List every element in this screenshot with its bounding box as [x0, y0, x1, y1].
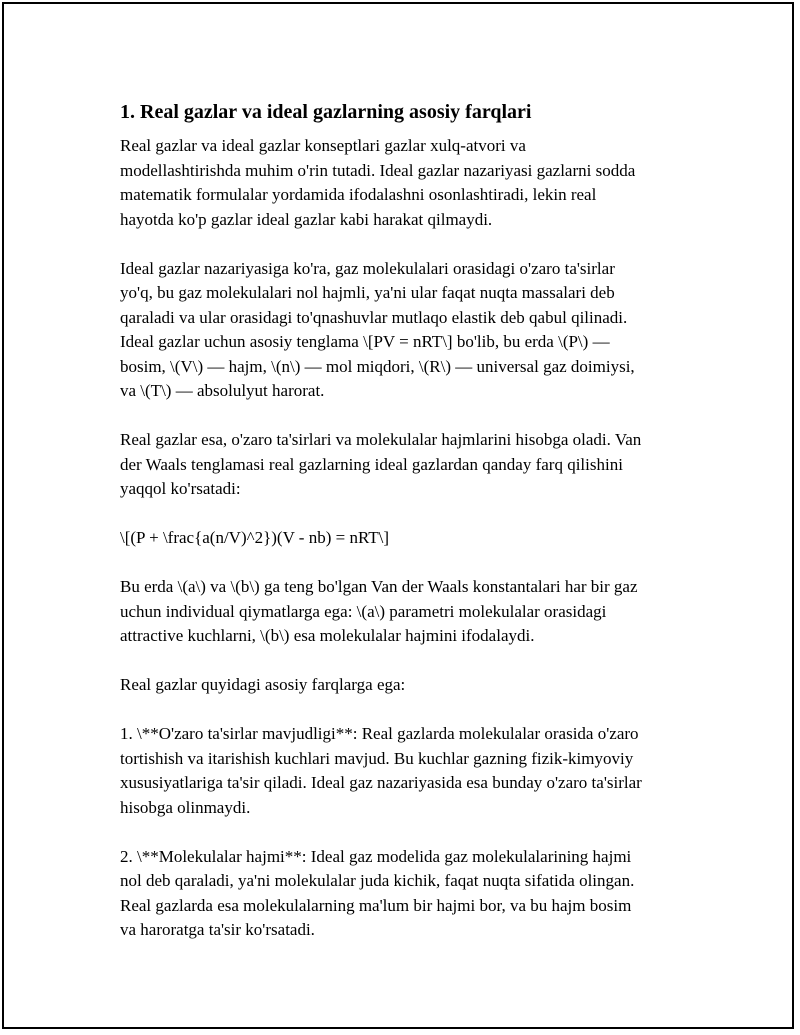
text-line: hisobga olinmaydi. [120, 797, 251, 817]
section-heading: 1. Real gazlar va ideal gazlarning asosiy farqlari [120, 101, 532, 123]
paragraph-constants [120, 575, 700, 649]
text-line: hayotda ko'p gazlar ideal gazlar kabi harakat qilmaydi. [120, 209, 493, 229]
text-line: modellashtirishda muhim o'rin tutadi. Ideal gazlar nazariyasi gazlarni sodda [120, 160, 636, 180]
text-line: nol deb qaraladi, ya'ni molekulalar juda kichik, faqat nuqta sifatida olingan. [120, 871, 635, 890]
text-line: va haroratga ta'sir ko'rsatadi. [120, 920, 315, 939]
text-line: tortishish va itarishish kuchlari mavjud. Bu kuchlar gazning fizik-kimyoviy [120, 748, 634, 768]
page-frame [2, 2, 794, 1029]
paragraph-intro [120, 134, 700, 232]
text-line: Real gazlarda esa molekulalarning ma'lum bir hajmi bor, va bu hajm bosim [120, 895, 632, 915]
text-line: Ideal gazlar uchun asosiy tenglama \[PV = nRT\] bo'lib, bu erda \(P\) — [120, 332, 610, 351]
text-line: yo'q, bu gaz molekulalari nol hajmli, ya'ni ular faqat nuqta massalari deb [120, 283, 615, 302]
text-line: Real gazlar va ideal gazlar konseptlari gazlar xulq-atvori va [120, 136, 526, 155]
text-line: matematik formulalar yordamida ifodalashni osonlashtiradi, lekin real [120, 185, 597, 204]
text-line: yaqqol ko'rsatadi: [120, 479, 241, 498]
text-line: Real gazlar esa, o'zaro ta'sirlari va molekulalar hajmlarini hisobga oladi. Van [120, 430, 642, 449]
text-line: va \(T\) — absolulyut harorat. [120, 381, 325, 400]
text-line: Real gazlar quyidagi asosiy farqlarga ega: [120, 675, 406, 694]
text-line: 1. \**O'zaro ta'sirlar mavjudligi**: Real gazlarda molekulalar orasida o'zaro [120, 724, 639, 743]
text-line: xususiyatlariga ta'sir qiladi. Ideal gaz nazariyasida esa bunday o'zaro ta'sirlar [120, 773, 642, 792]
text-line: 2. \**Molekulalar hajmi**: Ideal gaz modelida gaz molekulalarining hajmi [120, 846, 632, 866]
text-line: qaraladi va ular orasidagi to'qnashuvlar mutlaqo elastik deb qabul qilinadi. [120, 307, 628, 327]
list-item-molecule-volume [120, 845, 700, 943]
text-line: Bu erda \(a\) va \(b\) ga teng bo'lgan Van der Waals konstantalari har bir gaz [120, 577, 638, 596]
text-line: uchun individual qiymatlarga ega: \(a\) parametri molekulalar orasidagi [120, 601, 607, 621]
paragraph-differences-intro [120, 673, 700, 698]
paragraph-ideal-gas-theory [120, 257, 700, 404]
equation-line: \[(P + \frac{a(n/V)^2})(V - nb) = nRT\] [120, 528, 390, 547]
paragraph-real-gas [120, 428, 700, 502]
list-item-interactions [120, 722, 700, 820]
equation-van-der-waals [120, 526, 700, 551]
document-body [120, 94, 700, 967]
text-line: bosim, \(V\) — hajm, \(n\) — mol miqdori, \(R\) — universal gaz doimiysi, [120, 356, 635, 376]
text-line: Ideal gazlar nazariyasiga ko'ra, gaz molekulalari orasidagi o'zaro ta'sirlar [120, 258, 615, 278]
text-line: der Waals tenglamasi real gazlarning ideal gazlardan qanday farq qilishini [120, 454, 623, 474]
text-line: attractive kuchlarni, \(b\) esa molekulalar hajmini ifodalaydi. [120, 626, 535, 645]
